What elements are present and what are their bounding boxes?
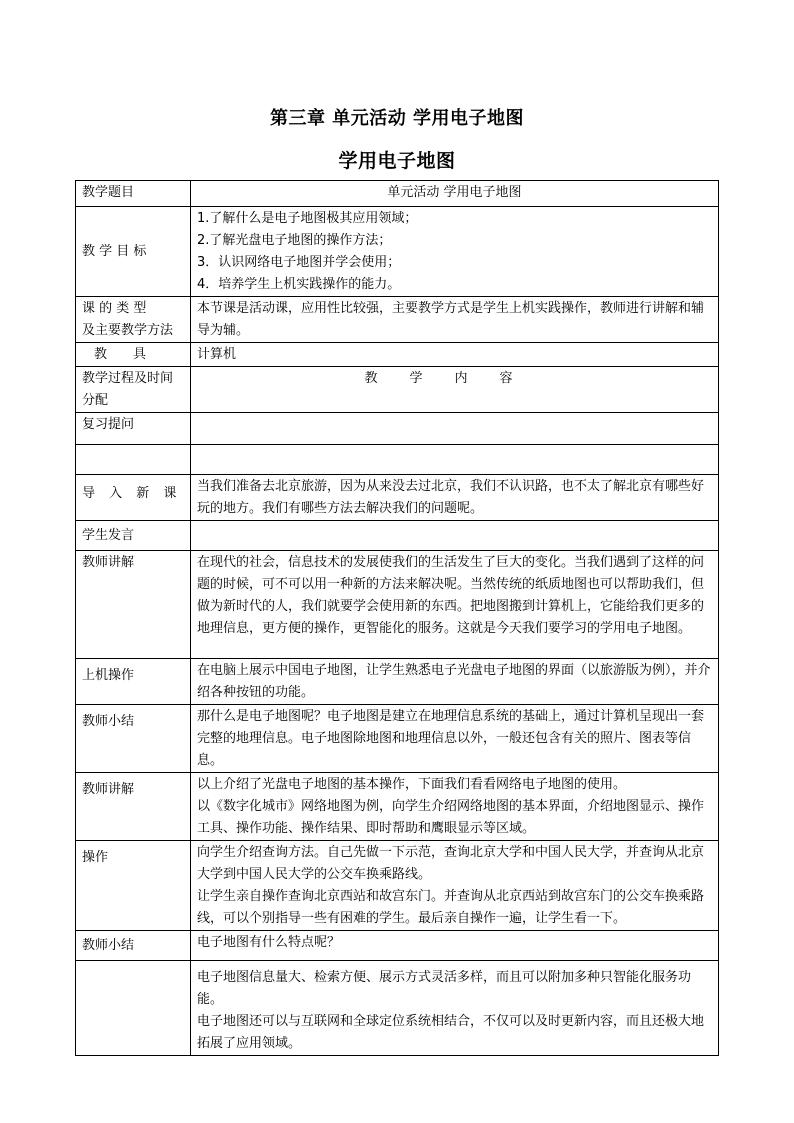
table-row [76, 343, 719, 367]
row-value-review [191, 413, 719, 445]
lecture-paragraph: 以《数字化城市》网络地图为例，向学生介绍网络地图的基本界面，介绍地图显示、操作工具、操作功能、操作结果、即时帮助和鹰眼显示等区域。 [197, 799, 705, 836]
operation-paragraph: 让学生亲自操作查询北京西站和故宫东门。并查询从北京西站到故宫东门的公交车换乘路线，可以个别指导一些有困难的学生。最后亲自操作一遍，让学生看一下。 [197, 889, 705, 926]
row-value-operation [191, 841, 719, 931]
row-value-topic: 单元活动 学用电子地图 [191, 181, 719, 207]
row-label-review: 复习提问 [76, 413, 191, 445]
row-value-lecture-2 [191, 773, 719, 841]
goal-item: 1.了解什么是电子地图极其应用领域； [197, 211, 418, 226]
table-row [76, 445, 719, 475]
row-value-summary-1: 那什么是电子地图呢？电子地图是建立在地理信息系统的基础上，通过计算机呈现出一套完整的地理信息。电子地图除地图和地理信息以外，一般还包含有关的照片、图表等信息。 [191, 705, 719, 773]
features-paragraph: 电子地图还可以与互联网和全球定位系统相结合，不仅可以及时更新内容，而且还极大地拓展了应用领域。 [197, 1014, 705, 1051]
lecture-paragraph: 以上介绍了光盘电子地图的基本操作，下面我们看看网络电子地图的使用。 [197, 777, 627, 792]
row-value-blank [191, 445, 719, 475]
table-row [76, 181, 719, 207]
goal-item: 2.了解光盘电子地图的操作方法； [197, 233, 392, 248]
row-value-process: 教学内容 [191, 367, 719, 413]
row-value-lecture-1: 在现代的社会，信息技术的发展使我们的生活发生了巨大的变化。当我们遇到了这样的问题的时候，可不可以用一种新的方法来解决呢。当然传统的纸质地图也可以帮助我们，但做为新时代的人，我们就要学会使用新的东西。把地图搬到计算机上，它能给我们更多的地理信息，更方便的操作，更智能化的服务。这就是今天我们要学习的学用电子地图。 [191, 551, 719, 659]
operation-paragraph: 向学生介绍查询方法。自己先做一下示范，查询北京大学和中国人民大学，并查询从北京大学到中国人民大学的公交车换乘路线。 [197, 845, 705, 882]
row-label-summary-2: 教师小结 [76, 931, 191, 961]
features-paragraph: 电子地图信息量大、检索方便、展示方式灵活多样，而且可以附加多种只智能化服务功能。 [197, 970, 692, 1007]
row-label-type [76, 297, 191, 343]
row-value-summary-2: 电子地图有什么特点呢？ [191, 931, 719, 961]
chapter-title: 第三章 单元活动 学用电子地图 [269, 108, 525, 129]
table-row [76, 475, 719, 521]
row-value-student-talk [191, 521, 719, 551]
table-row [76, 367, 719, 413]
row-value-computer-op: 在电脑上展示中国电子地图，让学生熟悉电子光盘电子地图的界面（以旅游版为例），并介绍各种按钮的功能。 [191, 659, 719, 705]
row-label-lecture-2: 教师讲解 [76, 773, 191, 841]
table-row [76, 931, 719, 961]
table-row [76, 551, 719, 659]
row-label-goals: 教 学 目 标 [76, 207, 191, 297]
type-label-line: 及主要教学方法 [82, 323, 174, 338]
goal-item: 4．培养学生上机实践操作的能力。 [197, 277, 401, 292]
row-label-operation: 操作 [76, 841, 191, 931]
page-title: 学用电子地图 [338, 150, 456, 172]
table-row [76, 961, 719, 1056]
row-value-tools: 计算机 [191, 343, 719, 367]
table-row [76, 705, 719, 773]
row-label-intro: 导 入 新 课 [76, 475, 191, 521]
row-label-tools: 教具 [76, 343, 191, 367]
row-label-computer-op: 上机操作 [76, 659, 191, 705]
row-value-features [191, 961, 719, 1056]
row-label-summary-1: 教师小结 [76, 705, 191, 773]
row-label-blank [76, 445, 191, 475]
row-label-student-talk: 学生发言 [76, 521, 191, 551]
row-value-type: 本节课是活动课，应用性比较强，主要教学方式是学生上机实践操作，教师进行讲解和辅导为辅。 [191, 297, 719, 343]
table-row [76, 521, 719, 551]
table-row [76, 659, 719, 705]
row-value-goals [191, 207, 719, 297]
table-row [76, 297, 719, 343]
row-label-lecture-1: 教师讲解 [76, 551, 191, 659]
table-row [76, 413, 719, 445]
table-row [76, 773, 719, 841]
row-value-intro: 当我们准备去北京旅游，因为从来没去过北京，我们不认识路，也不太了解北京有哪些好玩的地方。我们有哪些方法去解决我们的问题呢。 [191, 475, 719, 521]
row-label-features [76, 961, 191, 1056]
row-label-topic: 教学题目 [76, 181, 191, 207]
row-label-process: 教学过程及时间分配 [76, 367, 191, 413]
type-label-line: 课 的 类 型 [82, 301, 147, 316]
table-row [76, 207, 719, 297]
lesson-plan-table [75, 180, 719, 1056]
table-row [76, 841, 719, 931]
goal-item: 3．认识网络电子地图并学会使用； [197, 255, 401, 270]
